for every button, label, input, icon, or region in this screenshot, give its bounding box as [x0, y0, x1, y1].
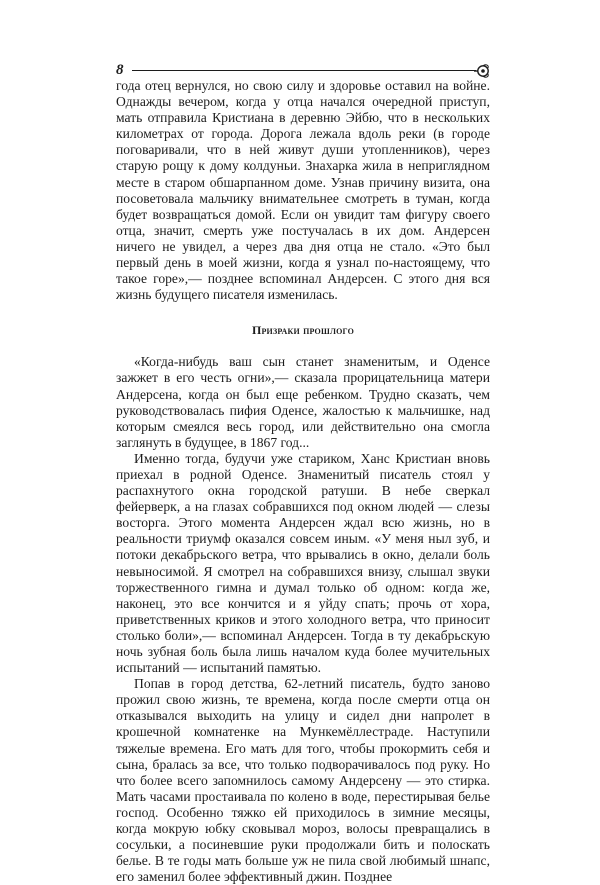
paragraph: «Когда-нибудь ваш сын станет знаменитым, и Оденсе зажжет в его честь огни»,— сказала прорицательница матери Андерсена, когда он был еще ребенком. Трудно сказать, чем руководствовалась пифия Оденсе, жалостью к мальчишке, над которым смеялся весь город, или действительно она смогла заглянуть в будущее, в 1867 год... — [116, 354, 490, 450]
flourish-end-icon — [474, 63, 490, 79]
continued-paragraph: года отец вернулся, но свою силу и здоровье оставил на войне. Однажды вечером, когда у отца начался очередной приступ, мать отправила Кристиана в деревню Эйбю, что в нескольких километрах от города. Дорога лежала вдоль реки (в городе поговаривали, что в ней живут души утопленников), через старую рощу к дому колдуньи. Знахарка жила в неприглядном месте в старом обшарпанном доме. Узнав причину визита, она посоветовала мальчику внимательнее смотреть в туман, когда будет возвращаться домой. Если он увидит там фигуру своего отца, значит, смерть уже постучалась в их дом. Андерсен ничего не увидел, а через два дня отца не стало. «Это был первый день в моей жизни, когда я узнал по-настоящему, что такое горе»,— позднее вспоминал Андерсен. С этого дня вся жизнь будущего писателя изменилась. — [116, 78, 490, 303]
body-text — [116, 78, 490, 885]
paragraph: Попав в город детства, 62-летний писатель, будто заново прожил свою жизнь, те времена, когда после смерти отца он отказывался выходить на улицу и сидел дни напролет в крошечной комнатенке на Мункемёллестраде. Наступили тяжелые времена. Его мать для того, чтобы прокормить себя и сына, бралась за все, что только подворачивалось под руку. Но что более всего запомнилось самому Андерсену — это стирка. Мать часами простаивала по колено в воде, перестирывая белье господ. Особенно тяжко ей приходилось в зимние месяцы, когда мокрую юбку сковывал мороз, волосы превращались в сосульки, а посиневшие руки продолжали бить и полоскать белье. В те годы мать больше уж не пила свой любимый шнапс, его заменил более эффективный джин. Позднее — [116, 676, 490, 885]
paragraph: Именно тогда, будучи уже стариком, Ханс Кристиан вновь приехал в родной Оденсе. Знаменитый писатель стоял у распахнутого окна городской ратуши. В небе сверкал фейерверк, а на глазах собравшихся под окном людей — слезы восторга. Этого момента Андерсен ждал всю жизнь, но в реальности триумф оказался совсем иным. «У меня ныл зуб, и потоки декабрьского ветра, что врывались в окно, делали боль невыносимой. Я смотрел на собравшихся внизу, слышал звуки торжественного гимна и думал только об одном: когда же, наконец, это все кончится и я уйду спать; прочь от хора, приветственных криков и этого холодного ветра, что приносит столько боли»,— вспоминал Андерсен. Тогда в ту декабрьскую ночь зубная боль была лишь началом куда более мучительных испытаний — испытаний памятью. — [116, 450, 490, 676]
section-title: Призраки прошлого — [251, 323, 355, 338]
header-rule — [132, 70, 476, 71]
page-number: 8 — [116, 62, 124, 78]
section-heading — [116, 323, 490, 337]
